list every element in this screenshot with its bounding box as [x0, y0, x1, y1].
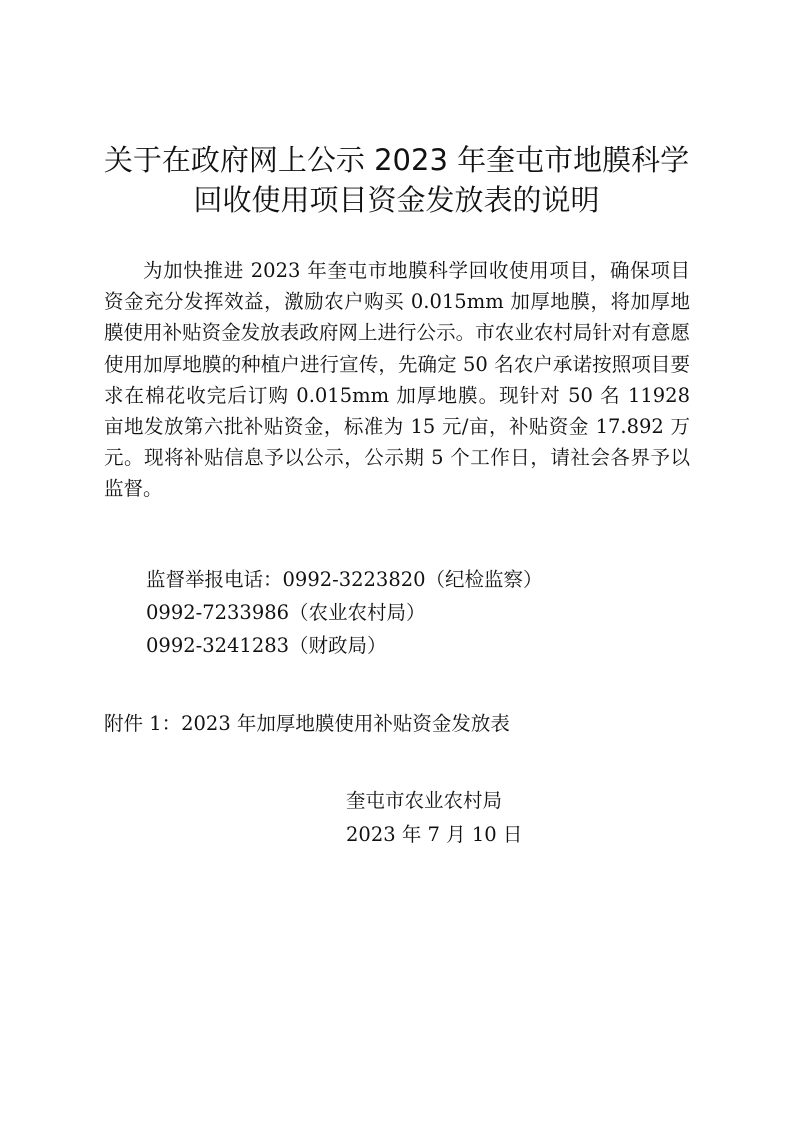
document-title: [60, 140, 733, 220]
title-line-2: 回收使用项目资金发放表的说明: [193, 183, 600, 217]
signature-block: [346, 784, 522, 852]
contact-line-supervision: 监督举报电话：0992-3223820（纪检监察）: [146, 568, 543, 591]
contact-list: [146, 563, 543, 662]
contact-line-finance: 0992-3241283（财政局）: [146, 634, 387, 657]
document-body: [104, 255, 690, 505]
signature-organization: 奎屯市农业农村局: [346, 789, 503, 812]
signature-date: 2023 年 7 月 10 日: [346, 823, 523, 846]
contact-line-agriculture: 0992-7233986（农业农村局）: [146, 601, 426, 624]
attachment-note: 附件 1：2023 年加厚地膜使用补贴资金发放表: [104, 712, 510, 735]
main-paragraph: 为加快推进 2023 年奎屯市地膜科学回收使用项目，确保项目资金充分发挥效益，激励农户购买 0.015mm 加厚地膜，将加厚地膜使用补贴资金发放表政府网上进行公示。市农业农村局针对有意愿使用加厚地膜的种植户进行宣传，先确定 50 名农户承诺按照项目要求在棉花收完后订购 0.015mm 加厚地膜。现针对 50 名 11928 亩地发放第六批补贴资金，标准为 15 元/亩，补贴资金 17.892 万元。现将补贴信息予以公示，公示期 5 个工作日，请社会各界予以监督。: [104, 259, 690, 501]
title-line-1: 关于在政府网上公示 2023 年奎屯市地膜科学: [103, 143, 690, 177]
